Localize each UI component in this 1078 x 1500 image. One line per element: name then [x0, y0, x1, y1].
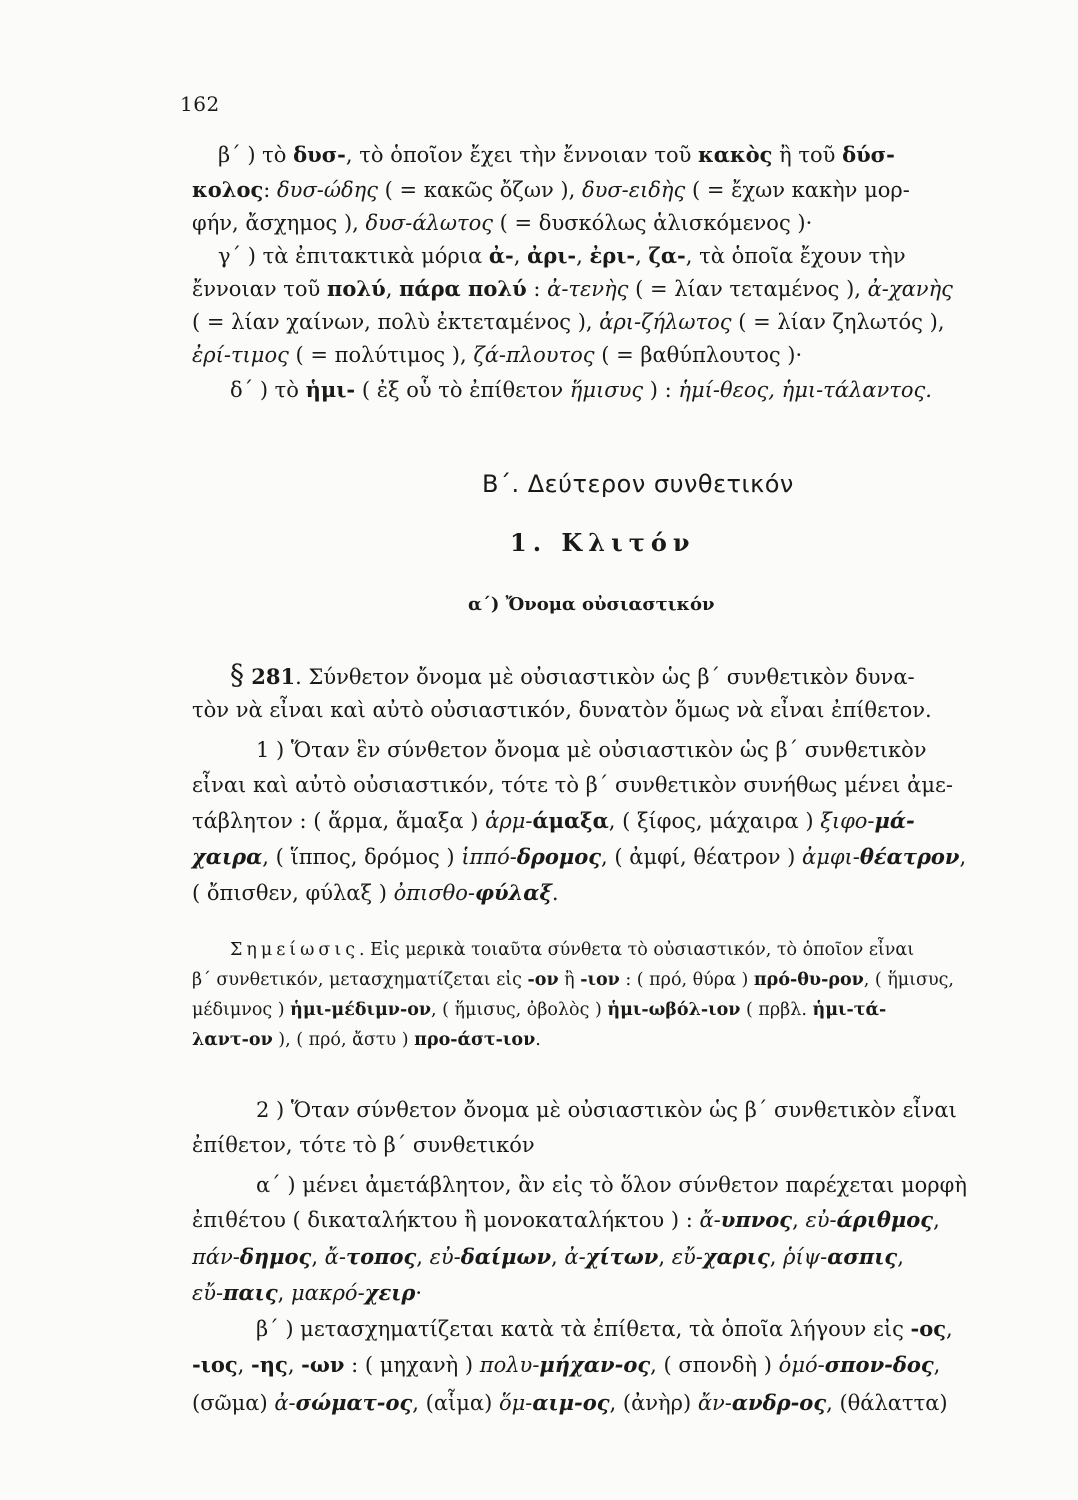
bold-term: κολος — [192, 177, 264, 202]
text-run: , — [513, 244, 528, 268]
text-line — [192, 208, 812, 238]
bold-italic-term: δρομος — [516, 844, 602, 869]
italic-term: ἀ- — [564, 1245, 586, 1269]
bold-italic-term: μήχαν-ος — [539, 1352, 651, 1377]
text-line — [192, 340, 802, 370]
bold-term: πρό-θυ-ρον — [753, 970, 864, 990]
page-number: 162 — [180, 92, 220, 116]
bold-italic-term: χαρις — [702, 1244, 770, 1269]
bold-italic-term: μά- — [874, 808, 915, 833]
text-run: , — [946, 1317, 953, 1341]
paragraph-number: 281 — [244, 664, 296, 689]
text-run: ( ὄπισθεν, φύλαξ ) — [192, 881, 394, 905]
bold-italic-term: δημος — [239, 1244, 312, 1269]
text-line — [192, 175, 910, 205]
bold-term: προ-άστ-ιον — [414, 1030, 536, 1050]
bold-term: δύσ- — [842, 142, 895, 167]
text-run: , (θάλαττα) — [826, 1391, 948, 1415]
text-run: ( = κακῶς ὄζων ), — [377, 178, 582, 202]
text-run: γ΄ ) τὰ ἐπιτακτικὰ μόρια — [218, 244, 489, 268]
italic-term: εὐ- — [429, 1245, 461, 1269]
italic-term: ἄν- — [697, 1391, 732, 1415]
bold-term: ἀ- — [488, 243, 514, 268]
bold-italic-term: χειρ — [364, 1280, 416, 1305]
text-line — [218, 140, 895, 170]
text-run: , ( ἥμισυς, ὀβολὸς ) — [431, 1000, 608, 1020]
text-run: , ( ξίφος, μάχαιρα ) — [608, 809, 821, 833]
text-run: ) : — [643, 378, 679, 402]
bold-italic-term: δαίμων — [460, 1244, 552, 1269]
text-line — [256, 1170, 967, 1200]
text-run: : — [263, 178, 278, 202]
paragraph-281-line — [230, 660, 915, 692]
text-line — [192, 1242, 904, 1272]
bold-term: -ων — [301, 1352, 345, 1377]
text-line — [218, 241, 906, 271]
bold-term: λαντ-ον — [192, 1030, 273, 1050]
text-line — [256, 1095, 957, 1125]
text-run: , — [287, 1353, 302, 1377]
bold-italic-term: άριθμος — [836, 1207, 934, 1232]
italic-term: ἱππό- — [461, 845, 517, 869]
bold-term: -ιον — [580, 970, 620, 990]
bold-term: ἡμι-τά- — [812, 1000, 887, 1020]
text-line — [192, 878, 559, 908]
text-run: ἢ τοῦ — [772, 143, 843, 167]
bold-italic-term: τοπος — [345, 1244, 417, 1269]
text-run: : ( πρό, θύρα ) — [619, 970, 754, 990]
italic-term: πολυ- — [479, 1353, 540, 1377]
text-run: : — [526, 277, 548, 301]
text-run: , (αἷμα) — [412, 1391, 499, 1415]
text-run: δ΄ ) τὸ — [230, 378, 306, 402]
text-run: , — [792, 1208, 806, 1232]
text-run: , — [311, 1245, 325, 1269]
italic-term: ἐρί-τιμος — [192, 343, 289, 367]
section-sign: § — [230, 658, 244, 691]
text-run: ( πρβλ. — [740, 1000, 813, 1020]
bold-term: -ης — [251, 1352, 288, 1377]
text-run: β΄ συνθετικόν, μετασχηματίζεται εἰς — [192, 970, 528, 990]
italic-term: ζά-πλουτος — [473, 343, 595, 367]
text-run: , τὰ ὁποῖα ἔχουν τὴν — [685, 244, 906, 268]
text-run: , ( σπονδὴ ) — [650, 1353, 779, 1377]
text-run: (σῶμα) — [192, 1391, 275, 1415]
italic-term: ἥμισυς — [569, 378, 644, 402]
text-line — [192, 274, 953, 304]
italic-term: δυσ-άλωτος — [365, 211, 493, 235]
text-run: β΄ ) τὸ — [218, 143, 294, 167]
text-run: , — [416, 1245, 430, 1269]
bold-term: ζα- — [648, 243, 686, 268]
text-run: ( = πολύτιμος ), — [288, 343, 474, 367]
text-run: ( = βαθύπλουτος )· — [594, 343, 803, 367]
bold-italic-term: υπνος — [720, 1207, 793, 1232]
text-run: . — [535, 1030, 541, 1050]
note-line — [192, 965, 954, 995]
text-run: , τὸ ὁποῖον ἔχει τὴν ἔννοιαν τοῦ — [345, 143, 699, 167]
text-run: . Σύνθετον ὄνομα μὲ οὐσιαστικὸν ὡς β΄ συνθετικὸν δυνα- — [295, 665, 915, 689]
note-line — [230, 935, 914, 965]
italic-term: ὁμό- — [778, 1353, 825, 1377]
text-run: β΄ ) μετασχηματίζεται κατὰ τὰ ἐπίθετα, τὰ ὁποῖα λήγουν εἰς — [256, 1317, 911, 1341]
text-line — [192, 695, 932, 725]
text-run: , — [897, 1245, 904, 1269]
text-run: ( = λίαν χαίνων, πολὺ ἐκτεταμένος ), — [192, 310, 600, 334]
text-run: , — [959, 845, 967, 869]
text-run: ἐπιθέτου ( δικαταλήκτου ἢ μονοκαταλήκτου ) : — [192, 1208, 700, 1232]
text-run: . Εἰς μερικὰ τοιαῦτα σύνθετα τὸ οὐσιαστικόν, τὸ ὁποῖον εἶναι — [359, 940, 915, 960]
bold-italic-term: ασπις — [827, 1244, 898, 1269]
text-run: , — [237, 1353, 252, 1377]
text-run: , ( ἵππος, δρόμος ) — [262, 845, 462, 869]
bold-italic-term: ανδρ-ος — [731, 1390, 827, 1415]
note-line — [192, 1025, 541, 1055]
italic-term: ξιφο- — [820, 809, 875, 833]
text-run: , ( ἀμφί, θέατρον ) — [601, 845, 803, 869]
text-run: , ( ἥμισυς, — [863, 970, 954, 990]
italic-term: πάν- — [192, 1245, 240, 1269]
text-run: , — [551, 1245, 565, 1269]
text-run: . — [551, 881, 559, 905]
text-line — [256, 1314, 953, 1344]
italic-term: ὅμ- — [498, 1391, 533, 1415]
text-line — [192, 842, 966, 872]
bold-term: άμαξα — [532, 808, 609, 833]
text-line — [192, 1205, 940, 1235]
text-run: τάβλητον : ( ἅρμα, ἅμαξα ) — [192, 809, 486, 833]
italic-term: δυσ-ειδὴς — [581, 178, 686, 202]
italic-term: ῥίψ- — [783, 1245, 828, 1269]
section-heading: Β΄. Δεύτερον συνθετικόν — [482, 470, 794, 498]
text-run: , — [658, 1245, 672, 1269]
italic-term: ἡμί-θεος, ἡμι-τάλαντος. — [678, 378, 932, 402]
italic-term: ἄ- — [324, 1245, 346, 1269]
bold-italic-term: σώματ-ος — [295, 1390, 413, 1415]
text-run: , — [769, 1245, 784, 1269]
note-label: Σημείωσις — [230, 940, 360, 960]
italic-term: μακρό- — [290, 1281, 365, 1305]
bold-italic-term: χίτων — [585, 1244, 659, 1269]
text-run: , — [933, 1353, 941, 1377]
italic-term: ἀρι-ζήλωτος — [599, 310, 732, 334]
text-run: , — [635, 244, 649, 268]
text-run: τὸν νὰ εἶναι καὶ αὐτὸ οὐσιαστικόν, δυνατὸν ὅμως νὰ εἶναι ἐπίθετον. — [192, 698, 932, 722]
italic-term: εὐ- — [805, 1208, 837, 1232]
italic-term: εὔ- — [671, 1245, 703, 1269]
text-run: εἶναι καὶ αὐτὸ οὐσιαστικόν, τότε τὸ β΄ συνθετικὸν συνήθως μένει ἀμε- — [192, 773, 953, 797]
bold-term: ἐρι- — [589, 243, 636, 268]
text-line — [192, 1130, 535, 1160]
text-run: μέδιμνος ) — [192, 1000, 291, 1020]
text-run: φήν, ἄσχημος ), — [192, 211, 366, 235]
text-line — [192, 806, 915, 836]
italic-term: ἁρμ- — [485, 809, 533, 833]
note-line — [192, 995, 886, 1025]
bold-italic-term: χαιρα — [192, 844, 263, 869]
text-run: · — [415, 1281, 423, 1305]
text-run: , — [385, 277, 400, 301]
text-run: 2 ) Ὅταν σύνθετον ὄνομα μὲ οὐσιαστικὸν ὡς β΄ συνθετικὸν εἶναι — [256, 1098, 957, 1122]
text-run: , (ἀνὴρ) — [609, 1391, 698, 1415]
italic-term: δυσ-ώδης — [277, 178, 378, 202]
text-run: , — [277, 1281, 291, 1305]
text-run: ἢ — [558, 970, 581, 990]
italic-term: ἀμφι- — [802, 845, 860, 869]
text-line — [256, 735, 927, 765]
bold-term: ἡμι- — [305, 377, 356, 402]
bold-term: -ον — [527, 970, 559, 990]
bold-term: ἡμι-μέδιμν-ον — [290, 1000, 432, 1020]
text-run: , — [576, 244, 590, 268]
bold-term: δυσ- — [293, 142, 346, 167]
italic-term: ἀ-τενὴς — [547, 277, 629, 301]
text-line — [192, 770, 953, 800]
text-run: α΄ ) μένει ἀμετάβλητον, ἂν εἰς τὸ ὅλον σύνθετον παρέχεται μορφὴ — [256, 1173, 967, 1197]
bold-italic-term: σπον-δος — [824, 1352, 934, 1377]
bold-term: κακὸς — [698, 142, 773, 167]
bold-term: -ος — [910, 1316, 947, 1341]
text-run: ( = λίαν ζηλωτός ), — [731, 310, 945, 334]
bold-italic-term: θέατρον — [859, 844, 960, 869]
text-line — [192, 1278, 422, 1308]
text-line — [192, 307, 945, 337]
text-run: ( ἐξ οὗ τὸ ἐπίθετον — [355, 378, 570, 402]
bold-term: ἀρι- — [527, 243, 577, 268]
text-line — [192, 1388, 948, 1418]
bold-italic-term: φύλαξ — [475, 880, 552, 905]
text-run: ( = δυσκόλως ἁλισκόμενος )· — [492, 211, 813, 235]
text-line — [192, 1350, 940, 1380]
italic-term: ἀ-χανὴς — [867, 277, 953, 301]
text-run: ἔννοιαν τοῦ — [192, 277, 328, 301]
text-run: ( = λίαν τεταμένος ), — [628, 277, 868, 301]
italic-term: εὔ- — [192, 1281, 224, 1305]
italic-term: ὀπισθο- — [393, 881, 475, 905]
text-run: ( = ἔχων κακὴν μορ- — [685, 178, 910, 202]
subsection-heading: 1. Κλιτόν — [510, 528, 696, 557]
text-run: ἐπίθετον, τότε τὸ β΄ συνθετικόν — [192, 1133, 535, 1157]
text-run: ), ( πρό, ἄστυ ) — [272, 1030, 415, 1050]
bold-term: -ιος — [192, 1352, 238, 1377]
text-run: : ( μηχανὴ ) — [344, 1353, 480, 1377]
bold-italic-term: αιμ-ος — [532, 1390, 610, 1415]
text-run: 1 ) Ὅταν ἓν σύνθετον ὄνομα μὲ οὐσιαστικὸν ὡς β΄ συνθετικὸν — [256, 738, 927, 762]
italic-term: ἄ- — [699, 1208, 721, 1232]
bold-italic-term: παις — [223, 1280, 278, 1305]
italic-term: ἀ- — [274, 1391, 296, 1415]
bold-term: ἡμι-ωβόλ-ιον — [607, 1000, 741, 1020]
bold-term: πάρα πολύ — [399, 276, 527, 301]
bold-term: πολύ — [327, 276, 386, 301]
text-run: , — [933, 1208, 940, 1232]
sub-subsection-heading: α΄) Ὄνομα οὐσιαστικόν — [468, 594, 715, 615]
text-line — [230, 375, 932, 405]
